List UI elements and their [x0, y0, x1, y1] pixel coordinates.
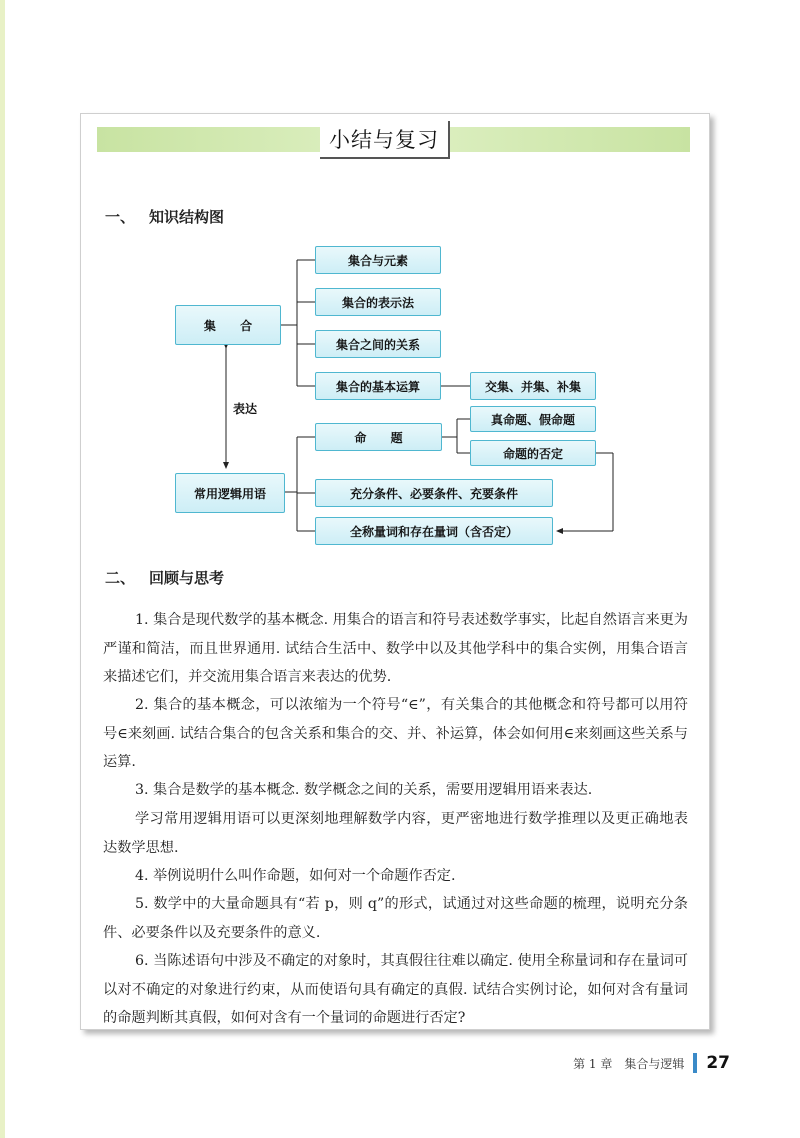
footer-divider	[693, 1053, 697, 1073]
section-number: 一、	[105, 208, 136, 226]
page-footer	[573, 1053, 730, 1073]
chapter-label: 第 1 章 集合与逻辑	[573, 1056, 685, 1071]
node-set-element: 集合与元素	[315, 246, 441, 274]
section-title: 回顾与思考	[149, 569, 225, 587]
node-quantifiers: 全称量词和存在量词（含否定）	[315, 517, 553, 545]
node-set-representation: 集合的表示法	[315, 288, 441, 316]
page-title: 小结与复习	[329, 128, 439, 152]
section-title: 知识结构图	[149, 208, 225, 226]
paragraph-4: 4. 举例说明什么叫作命题，如何对一个命题作否定.	[135, 868, 456, 884]
node-intersection-union-complement: 交集、并集、补集	[470, 372, 596, 400]
node-proposition-negation: 命题的否定	[470, 440, 596, 466]
node-set: 集 合	[175, 305, 281, 345]
node-proposition: 命 题	[315, 423, 442, 451]
node-set-operations: 集合的基本运算	[315, 372, 441, 400]
section-heading-2	[105, 567, 224, 588]
paragraph-5: 5. 数学中的大量命题具有“若 p，则 q”的形式，试通过对这些命题的梳理，说明充分条件、必要条件以及充要条件的意义.	[103, 896, 688, 941]
node-set-relations: 集合之间的关系	[315, 330, 441, 358]
review-card	[80, 113, 710, 1030]
express-label: 表达	[233, 402, 258, 416]
section-number: 二、	[105, 569, 136, 587]
node-true-false-proposition: 真命题、假命题	[470, 406, 596, 432]
paragraph-6: 6. 当陈述语句中涉及不确定的对象时，其真假往往难以确定. 使用全称量词和存在量词可以对不确定的对象进行约束，从而使语句具有确定的真假. 试结合实例讨论，如何对含有量词的命题判断其真假，如何对含有一个量词的命题进行否定?	[103, 953, 688, 1026]
page-number: 27	[706, 1053, 730, 1073]
node-logic-terms: 常用逻辑用语	[175, 473, 285, 513]
paragraph-2: 2. 集合的基本概念，可以浓缩为一个符号“∈”，有关集合的其他概念和符号都可以用符号∈来刻画. 试结合集合的包含关系和集合的交、并、补运算，体会如何用∈来刻画这些关系与运算.	[103, 697, 688, 770]
paragraph-3: 3. 集合是数学的基本概念. 数学概念之间的关系，需要用逻辑用语来表达.	[135, 782, 593, 798]
paragraph-1: 1. 集合是现代数学的基本概念. 用集合的语言和符号表述数学事实，比起自然语言来更为严谨和简洁，而且世界通用. 试结合生活中、数学中以及其他学科中的集合实例，用集合语言来描述它们，并交流用集合语言来表达的优势.	[103, 612, 688, 685]
paragraph-3b: 学习常用逻辑用语可以更深刻地理解数学内容，更严密地进行数学推理以及更正确地表达数学思想.	[103, 811, 688, 856]
node-conditions: 充分条件、必要条件、充要条件	[315, 479, 553, 507]
page-edge-strip	[0, 0, 5, 1138]
